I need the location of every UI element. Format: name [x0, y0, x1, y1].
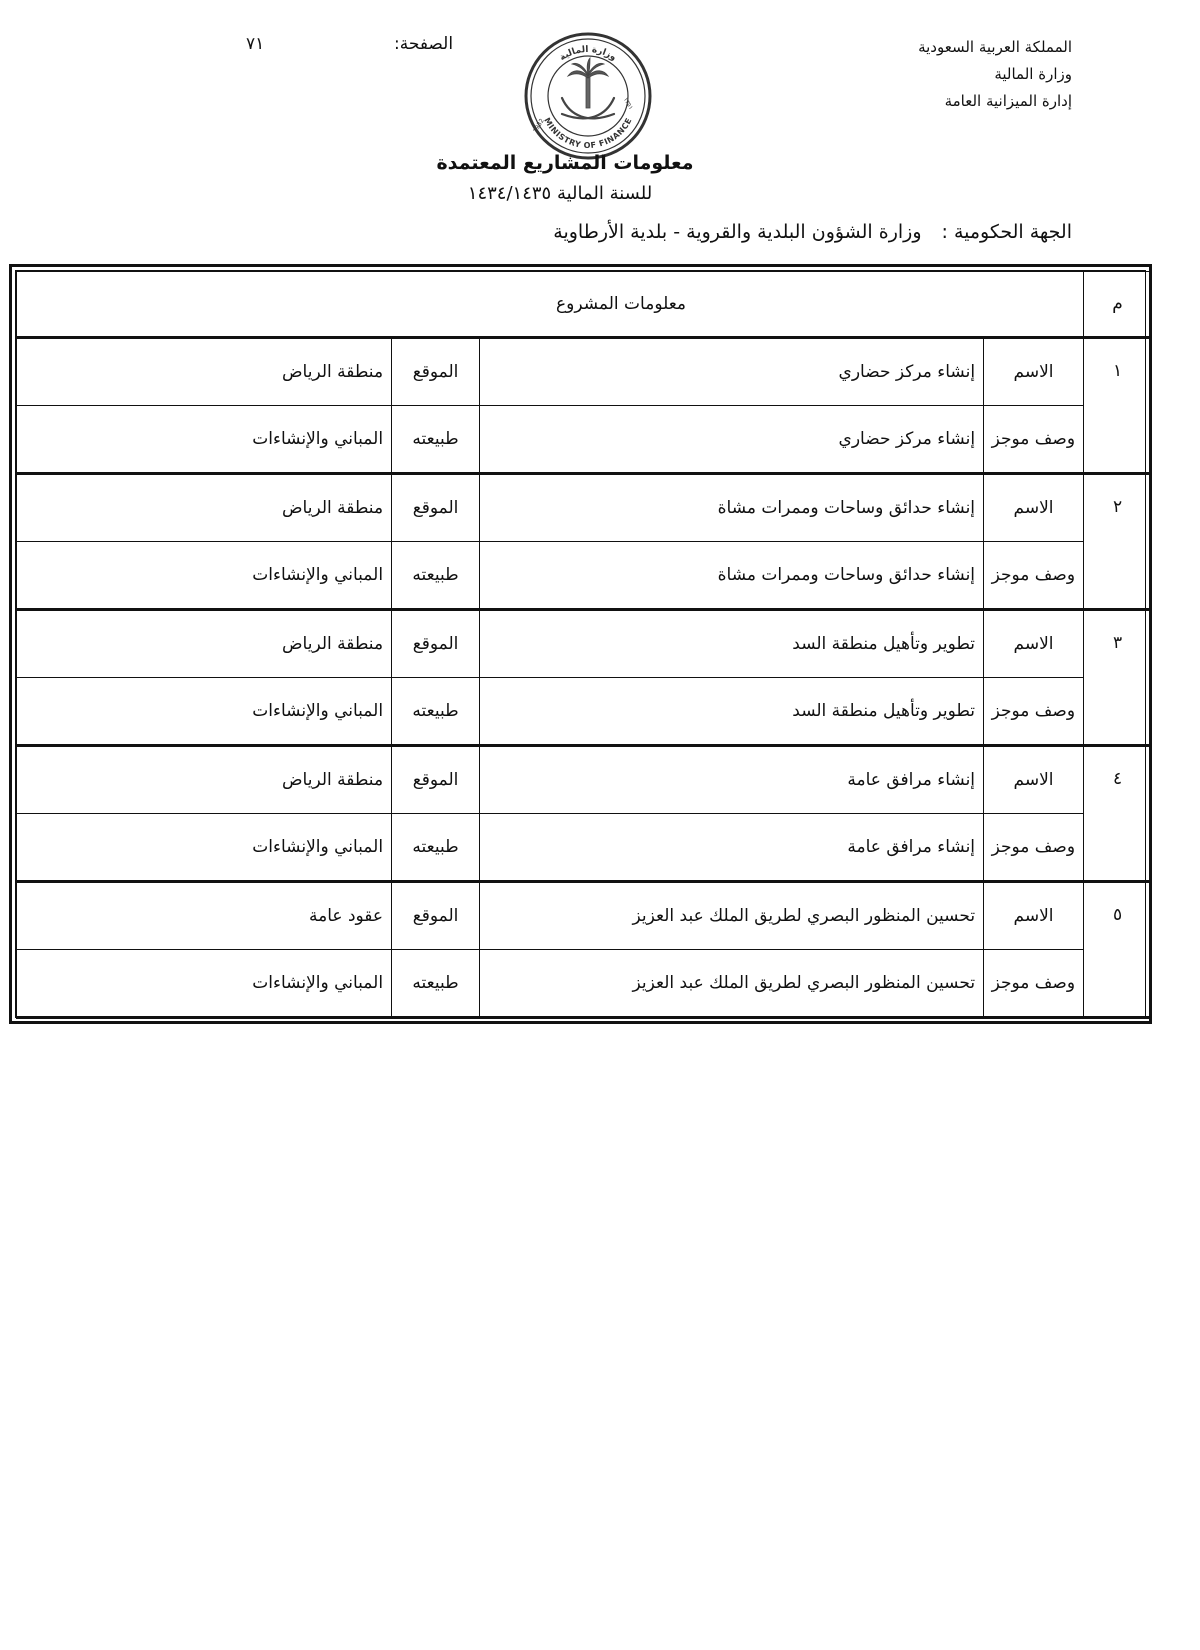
label-description: وصف موجز [984, 678, 1084, 746]
project-nature: المباني والإنشاءات [17, 406, 392, 474]
project-number: ١ [1084, 338, 1152, 474]
label-description: وصف موجز [984, 406, 1084, 474]
project-name: إنشاء حدائق وساحات وممرات مشاة [480, 474, 984, 542]
label-description: وصف موجز [984, 950, 1084, 1018]
government-entity-value: وزارة الشؤون البلدية والقروية - بلدية الأرطاوية [553, 221, 922, 243]
page-number: ٧١ [246, 34, 265, 54]
label-location: الموقع [392, 338, 480, 406]
project-nature: المباني والإنشاءات [17, 950, 392, 1018]
label-nature: طبيعته [392, 950, 480, 1018]
project-location: منطقة الرياض [17, 610, 392, 678]
project-name: تحسين المنظور البصري لطريق الملك عبد العزيز [480, 882, 984, 950]
department-name: إدارة الميزانية العامة [944, 92, 1072, 110]
fiscal-year: للسنة المالية ١٤٣٤/١٤٣٥ [467, 183, 653, 204]
project-row-description [17, 814, 1152, 882]
project-number: ٢ [1084, 474, 1152, 610]
project-row-description [17, 678, 1152, 746]
project-row-name [17, 746, 1152, 814]
col-number-header: م [1084, 272, 1152, 338]
page-label: الصفحة: [394, 34, 454, 54]
project-description: إنشاء حدائق وساحات وممرات مشاة [480, 542, 984, 610]
label-nature: طبيعته [392, 406, 480, 474]
project-nature: المباني والإنشاءات [17, 678, 392, 746]
ministry-name: وزارة المالية [994, 65, 1072, 83]
seal-year-left: 1932 [532, 117, 546, 135]
government-entity [553, 221, 1072, 243]
seal-arabic-text: وزارة المالية [557, 44, 619, 64]
project-row-name [17, 338, 1152, 406]
ministry-seal-logo [522, 30, 654, 162]
project-location: منطقة الرياض [17, 474, 392, 542]
label-name: الاسم [984, 474, 1084, 542]
label-description: وصف موجز [984, 814, 1084, 882]
project-name: إنشاء مركز حضاري [480, 338, 984, 406]
projects-table [16, 271, 1152, 1019]
project-location: عقود عامة [17, 882, 392, 950]
project-row-description [17, 406, 1152, 474]
label-name: الاسم [984, 338, 1084, 406]
seal-english-text: MINISTRY OF FINANCE [542, 116, 634, 151]
project-location: منطقة الرياض [17, 746, 392, 814]
project-name: إنشاء مرافق عامة [480, 746, 984, 814]
project-row-name [17, 610, 1152, 678]
project-name: تطوير وتأهيل منطقة السد [480, 610, 984, 678]
project-description: تطوير وتأهيل منطقة السد [480, 678, 984, 746]
project-nature: المباني والإنشاءات [17, 542, 392, 610]
document-title: معلومات المشاريع المعتمدة [436, 152, 694, 174]
label-name: الاسم [984, 610, 1084, 678]
government-entity-label: الجهة الحكومية : [941, 221, 1072, 243]
col-info-header: معلومات المشروع [17, 272, 1084, 338]
header-block [918, 34, 1072, 115]
label-nature: طبيعته [392, 678, 480, 746]
project-number: ٤ [1084, 746, 1152, 882]
label-name: الاسم [984, 882, 1084, 950]
svg-text:MINISTRY OF FINANCE [542, 116, 633, 150]
project-row-description [17, 950, 1152, 1018]
label-location: الموقع [392, 610, 480, 678]
svg-text:وزارة المالية [558, 45, 618, 63]
project-row-name [17, 474, 1152, 542]
label-nature: طبيعته [392, 542, 480, 610]
label-nature: طبيعته [392, 814, 480, 882]
label-name: الاسم [984, 746, 1084, 814]
project-nature: المباني والإنشاءات [17, 814, 392, 882]
seal-year-right: ١٣٥١ [621, 96, 635, 111]
project-description: إنشاء مركز حضاري [480, 406, 984, 474]
label-description: وصف موجز [984, 542, 1084, 610]
label-location: الموقع [392, 474, 480, 542]
label-location: الموقع [392, 746, 480, 814]
project-number: ٥ [1084, 882, 1152, 1018]
project-row-name [17, 882, 1152, 950]
project-description: تحسين المنظور البصري لطريق الملك عبد العزيز [480, 950, 984, 1018]
project-description: إنشاء مرافق عامة [480, 814, 984, 882]
table-header-row [17, 272, 1152, 338]
project-number: ٣ [1084, 610, 1152, 746]
label-location: الموقع [392, 882, 480, 950]
project-row-description [17, 542, 1152, 610]
project-location: منطقة الرياض [17, 338, 392, 406]
seal-icon [522, 30, 654, 162]
kingdom-name: المملكة العربية السعودية [918, 38, 1072, 56]
projects-table-frame [9, 264, 1152, 1024]
